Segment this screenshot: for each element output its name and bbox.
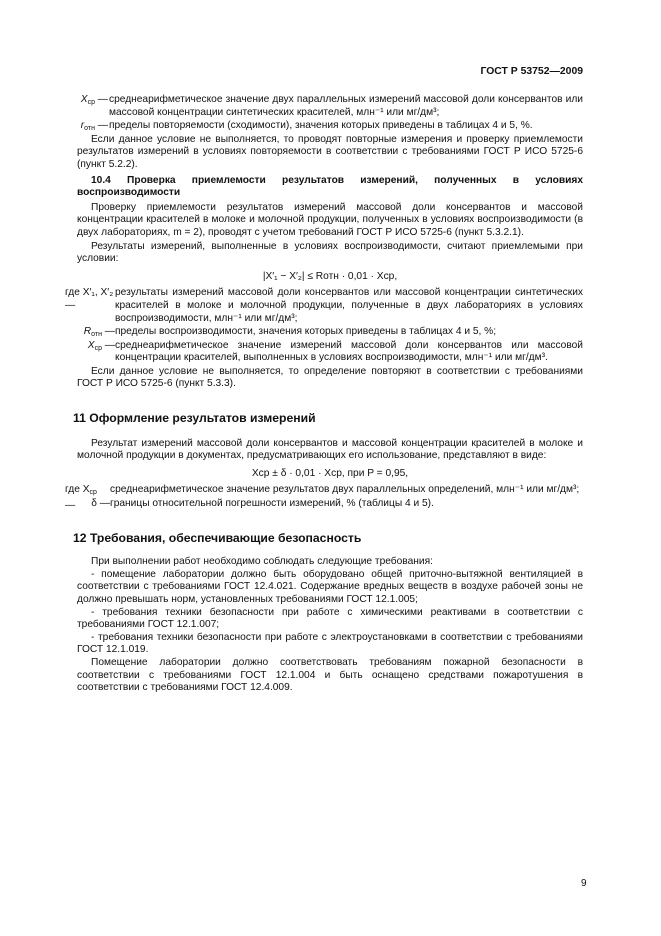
section-10-4-heading: 10.4 Проверка приемлемости результатов измерений, полученных в условиях воспроизводимости [77,174,583,199]
definition-text: результаты измерений массовой доли консервантов или массовой концентрации синтетических красителей в молоке и молочной продукции, полученные в двух лабораториях в условиях воспроизводимости, млн⁻¹ или мг/дм³; [115,287,583,324]
definition-text: среднеарифметическое значение двух параллельных измерений массовой доли консервантов или массовой концентрации синтетических красителей, млн⁻¹ или мг/дм³; [109,94,583,118]
definition-item: $r_{отн}$ — пределы повторяемости (сходимости), значения которых приведены в таблицах 4 и 5, %. [77,120,583,133]
definition-item: где $X_{ср}$ — среднеарифметическое значение результатов двух параллельных определений, млн⁻¹ или мг/дм³; [77,484,583,497]
formula-result: Xср ± δ · 0,01 · Xср, при P = 0,95, [251,467,409,479]
definition-item: $X_{ср}$ — среднеарифметическое значение измерений массовой доли консервантов или массовой концентрации красителей, выполненных в условиях воспроизводимости, млн⁻¹ или мг/дм³. [87,339,583,364]
list-item: - требования техники безопасности при работе с электроустановками в соответствии с требованиями ГОСТ 12.1.019. [77,631,583,656]
paragraph: Результат измерений массовой доли консервантов и массовой концентрации красителей в молоке и молочной продукции в документах, предусматривающих его использование, представляют в виде: [77,437,583,462]
definition-item: где X′₁, X′₂— результаты измерений массовой доли консервантов или массовой концентрации синтетических красителей в молоке и молочной продукции, полученные в двух лабораториях в условиях воспроизводимости, млн⁻¹ или мг/дм³; [65,287,583,324]
definition-text: среднеарифметическое значение результатов двух параллельных определений, млн⁻¹ или мг/дм³; [110,484,580,496]
definition-text: пределы повторяемости (сходимости), значения которых приведены в таблицах 4 и 5, %. [109,120,533,132]
section-12-heading: 12 Требования, обеспечивающие безопасность [73,530,362,545]
definition-text: среднеарифметическое значение измерений массовой доли консервантов или массовой концентрации красителей, выполненных в условиях воспроизводимости, млн⁻¹ или мг/дм³. [115,339,583,364]
definition-item: δ — границы относительной погрешности измерений, % (таблицы 4 и 5). [77,498,583,511]
paragraph: При выполнении работ необходимо соблюдать следующие требования: [91,556,433,568]
definition-text: границы относительной погрешности измерений, % (таблицы 4 и 5). [110,498,434,510]
definition-item: $R_{отн}$ — пределы воспроизводимости, значения которых приведены в таблицах 4 и 5, %; [77,326,583,339]
top-definitions [77,94,583,133]
document-header: ГОСТ Р 53752—2009 [480,66,583,77]
reproducibility-definitions [65,287,583,365]
paragraph: Если данное условие не выполняется, то проводят повторные измерения и проверку приемлемости результатов измерений в условиях повторяемости в соответствии с требованиями ГОСТ Р ИСО 5725-6 (пункт 5.2.2). [77,133,583,170]
paragraph: Результаты измерений, выполненные в условиях воспроизводимости, считают приемлемыми при условии: [77,240,583,265]
page-content [65,94,583,695]
paragraph: Проверку приемлемости результатов измерений массовой доли консервантов и массовой концентрации красителей в молоке и молочной продукции, полученных в условиях воспроизводимости (в двух лабораториях, m = 2), проводят с учетом требований ГОСТ Р ИСО 5725-6 (пункт 5.3.2.1). [77,201,583,238]
section-11-heading: 11 Оформление результатов измерений [73,411,316,426]
paragraph: Если данное условие не выполняется, то определение повторяют в соответствии с требованиями ГОСТ Р ИСО 5725-6 (пункт 5.3.3). [77,365,583,390]
formula-reproducibility: |X′₁ − X′₂| ≤ Rотн · 0,01 · Xср, [262,270,398,282]
definition-item: $X_{ср}$ — среднеарифметическое значение двух параллельных измерений массовой доли консервантов или массовой концентрации синтетических красителей, млн⁻¹ или мг/дм³; [80,94,583,118]
list-item: - требования техники безопасности при работе с химическими реактивами в соответствии с требованиями ГОСТ 12.1.007; [77,606,583,631]
list-item: - помещение лаборатории должно быть оборудовано общей приточно-вытяжной вентиляцией в соответствии с требованиями ГОСТ 12.4.021. Содержание вредных веществ в воздухе рабочей зоны не должно превышать норм, установленных требованиями ГОСТ 12.1.005; [77,568,583,605]
paragraph: Помещение лаборатории должно соответствовать требованиям пожарной безопасности в соответствии с требованиями ГОСТ 12.1.004 и быть оснащено средствами пожаротушения в соответствии с требованиями ГОСТ 12.4.009. [77,656,583,694]
definition-text: пределы воспроизводимости, значения которых приведены в таблицах 4 и 5, %; [115,326,497,338]
result-definitions [65,484,583,512]
page-number: 9 [581,878,587,889]
